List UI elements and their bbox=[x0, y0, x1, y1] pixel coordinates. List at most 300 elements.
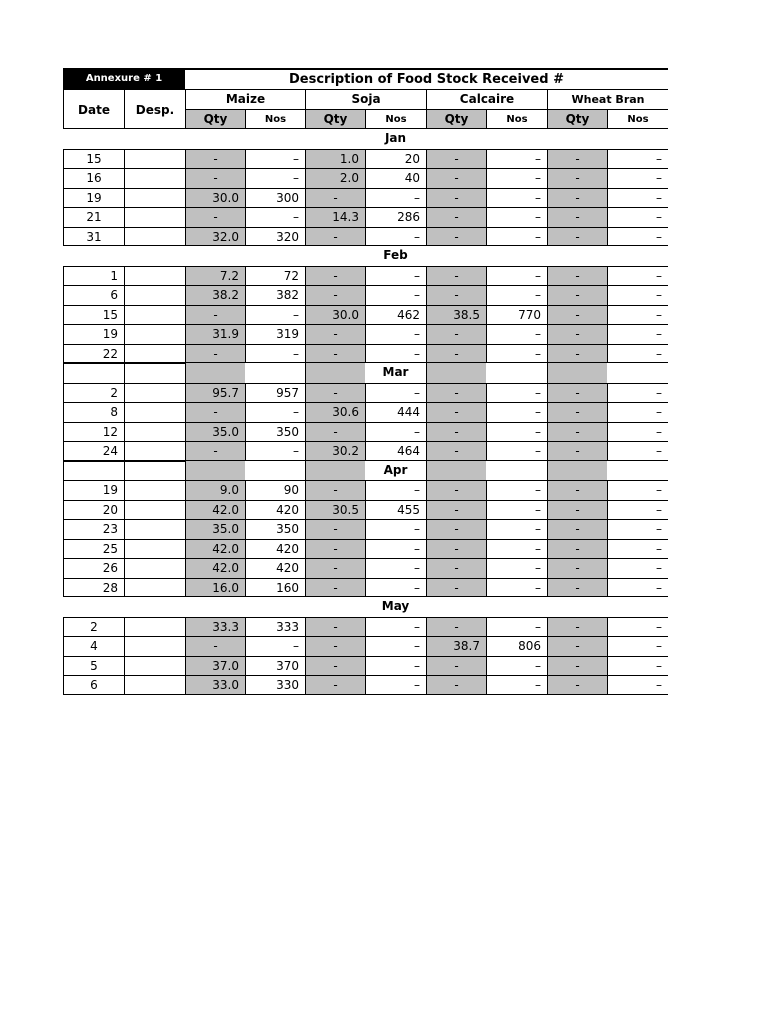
qty-cell: 33.0 bbox=[185, 675, 245, 695]
desp-cell bbox=[124, 539, 185, 559]
date-cell: 20 bbox=[63, 500, 124, 520]
qty-cell: - bbox=[547, 675, 607, 695]
month-row-filler bbox=[305, 461, 365, 481]
nos-cell: – bbox=[486, 558, 547, 578]
qty-cell: - bbox=[426, 207, 486, 227]
table-row bbox=[63, 422, 668, 442]
qty-cell: - bbox=[547, 402, 607, 422]
qty-cell: 38.7 bbox=[426, 636, 486, 656]
qty-cell: - bbox=[547, 344, 607, 364]
nos-cell: 320 bbox=[245, 227, 305, 247]
nos-cell: – bbox=[245, 168, 305, 188]
date-cell: 2 bbox=[63, 383, 124, 403]
nos-cell: – bbox=[486, 188, 547, 208]
annexure-label: Annexure # 1 bbox=[63, 68, 185, 89]
desp-header: Desp. bbox=[124, 89, 185, 129]
month-row-filler bbox=[63, 461, 124, 481]
nos-cell: – bbox=[607, 383, 668, 403]
qty-cell: - bbox=[426, 227, 486, 247]
qty-cell: 32.0 bbox=[185, 227, 245, 247]
nos-cell: – bbox=[365, 558, 426, 578]
nos-cell: 350 bbox=[245, 422, 305, 442]
nos-cell: 420 bbox=[245, 500, 305, 520]
nos-cell: – bbox=[365, 285, 426, 305]
qty-cell: - bbox=[547, 168, 607, 188]
date-cell: 26 bbox=[63, 558, 124, 578]
month-row-filler bbox=[305, 363, 365, 383]
date-cell: 1 bbox=[63, 266, 124, 286]
month-row-filler bbox=[547, 363, 607, 383]
nos-cell: – bbox=[486, 168, 547, 188]
qty-cell: - bbox=[426, 188, 486, 208]
qty-cell: - bbox=[426, 675, 486, 695]
qty-cell: - bbox=[426, 402, 486, 422]
nos-cell: – bbox=[486, 578, 547, 598]
qty-cell: - bbox=[426, 149, 486, 169]
header-row-columns bbox=[63, 89, 668, 129]
qty-cell: - bbox=[547, 441, 607, 461]
nos-cell: 40 bbox=[365, 168, 426, 188]
nos-cell: 957 bbox=[245, 383, 305, 403]
table-row bbox=[63, 656, 668, 676]
group-header-soja: Soja bbox=[305, 89, 426, 109]
qty-cell: - bbox=[547, 656, 607, 676]
qty-cell: 30.0 bbox=[305, 305, 365, 325]
qty-cell: - bbox=[547, 558, 607, 578]
qty-cell: - bbox=[426, 422, 486, 442]
desp-cell bbox=[124, 168, 185, 188]
table-row bbox=[63, 207, 668, 227]
month-row-filler bbox=[426, 461, 486, 481]
qty-cell: - bbox=[426, 578, 486, 598]
qty-cell: - bbox=[426, 383, 486, 403]
desp-cell bbox=[124, 636, 185, 656]
qty-cell: - bbox=[305, 324, 365, 344]
nos-cell: 286 bbox=[365, 207, 426, 227]
nos-cell: – bbox=[607, 324, 668, 344]
qty-cell: - bbox=[547, 578, 607, 598]
qty-cell: 30.0 bbox=[185, 188, 245, 208]
date-cell: 19 bbox=[63, 324, 124, 344]
qty-cell: 9.0 bbox=[185, 480, 245, 500]
nos-cell: – bbox=[607, 480, 668, 500]
qty-cell: - bbox=[185, 207, 245, 227]
date-cell: 5 bbox=[63, 656, 124, 676]
table-row bbox=[63, 324, 668, 344]
nos-cell: – bbox=[607, 207, 668, 227]
nos-cell: – bbox=[607, 305, 668, 325]
nos-cell: – bbox=[486, 285, 547, 305]
qty-cell: 42.0 bbox=[185, 558, 245, 578]
qty-cell: - bbox=[426, 266, 486, 286]
nos-cell: – bbox=[607, 402, 668, 422]
table-row bbox=[63, 168, 668, 188]
desp-cell bbox=[124, 500, 185, 520]
header-row-title bbox=[63, 68, 668, 89]
table-row bbox=[63, 480, 668, 500]
month-label: Mar bbox=[365, 363, 426, 383]
nos-cell: – bbox=[365, 675, 426, 695]
qty-cell: - bbox=[426, 168, 486, 188]
qty-cell: - bbox=[426, 656, 486, 676]
month-row-filler bbox=[547, 461, 607, 481]
table-row bbox=[63, 558, 668, 578]
qty-cell: - bbox=[547, 519, 607, 539]
nos-cell: – bbox=[607, 441, 668, 461]
nos-cell: 350 bbox=[245, 519, 305, 539]
qty-cell: - bbox=[426, 344, 486, 364]
nos-cell: – bbox=[365, 383, 426, 403]
nos-cell: – bbox=[245, 149, 305, 169]
nos-cell: 420 bbox=[245, 558, 305, 578]
calcaire-qty-header: Qty bbox=[426, 109, 486, 129]
nos-cell: – bbox=[607, 266, 668, 286]
table-row bbox=[63, 383, 668, 403]
nos-cell: – bbox=[486, 227, 547, 247]
desp-cell bbox=[124, 480, 185, 500]
qty-cell: - bbox=[426, 519, 486, 539]
calcaire-nos-header: Nos bbox=[486, 109, 547, 129]
nos-cell: – bbox=[607, 636, 668, 656]
qty-cell: - bbox=[547, 539, 607, 559]
nos-cell: – bbox=[486, 207, 547, 227]
month-label: May bbox=[381, 599, 410, 613]
qty-cell: - bbox=[305, 656, 365, 676]
nos-cell: 464 bbox=[365, 441, 426, 461]
nos-cell: – bbox=[245, 636, 305, 656]
nos-cell: – bbox=[245, 344, 305, 364]
nos-cell: – bbox=[607, 227, 668, 247]
date-cell: 4 bbox=[63, 636, 124, 656]
qty-cell: 7.2 bbox=[185, 266, 245, 286]
table-row bbox=[63, 500, 668, 520]
qty-cell: 42.0 bbox=[185, 539, 245, 559]
month-label: Feb bbox=[383, 248, 408, 262]
nos-cell: 72 bbox=[245, 266, 305, 286]
month-row-filler bbox=[63, 363, 124, 383]
table-row bbox=[63, 402, 668, 422]
nos-cell: – bbox=[607, 168, 668, 188]
nos-cell: – bbox=[486, 539, 547, 559]
qty-cell: - bbox=[305, 617, 365, 637]
qty-cell: - bbox=[185, 636, 245, 656]
nos-cell: – bbox=[486, 344, 547, 364]
table-row bbox=[63, 519, 668, 539]
nos-cell: – bbox=[365, 227, 426, 247]
qty-cell: - bbox=[185, 344, 245, 364]
table-row bbox=[63, 441, 668, 461]
month-row bbox=[63, 129, 668, 149]
table-row bbox=[63, 188, 668, 208]
table-row bbox=[63, 149, 668, 169]
qty-cell: 30.5 bbox=[305, 500, 365, 520]
nos-cell: 382 bbox=[245, 285, 305, 305]
nos-cell: – bbox=[486, 500, 547, 520]
desp-cell bbox=[124, 656, 185, 676]
desp-cell bbox=[124, 422, 185, 442]
nos-cell: – bbox=[607, 656, 668, 676]
date-cell: 22 bbox=[63, 344, 124, 364]
table-row bbox=[63, 636, 668, 656]
table-row bbox=[63, 344, 668, 364]
qty-cell: - bbox=[547, 480, 607, 500]
date-cell: 25 bbox=[63, 539, 124, 559]
qty-cell: 30.6 bbox=[305, 402, 365, 422]
nos-cell: – bbox=[486, 519, 547, 539]
desp-cell bbox=[124, 324, 185, 344]
qty-cell: - bbox=[547, 188, 607, 208]
maize-nos-header: Nos bbox=[245, 109, 305, 129]
nos-cell: – bbox=[365, 324, 426, 344]
qty-cell: - bbox=[426, 324, 486, 344]
maize-qty-header: Qty bbox=[185, 109, 245, 129]
nos-cell: – bbox=[245, 305, 305, 325]
nos-cell: – bbox=[607, 500, 668, 520]
month-row-filler bbox=[185, 461, 245, 481]
nos-cell: – bbox=[607, 578, 668, 598]
date-cell: 2 bbox=[63, 617, 124, 637]
qty-cell: - bbox=[185, 149, 245, 169]
wheat-bran-qty-header: Qty bbox=[547, 109, 607, 129]
qty-cell: - bbox=[305, 636, 365, 656]
nos-cell: – bbox=[607, 422, 668, 442]
nos-cell: – bbox=[365, 656, 426, 676]
nos-cell: 770 bbox=[486, 305, 547, 325]
nos-cell: 806 bbox=[486, 636, 547, 656]
qty-cell: - bbox=[305, 422, 365, 442]
nos-cell: – bbox=[486, 266, 547, 286]
nos-cell: 319 bbox=[245, 324, 305, 344]
qty-cell: - bbox=[547, 500, 607, 520]
qty-cell: - bbox=[305, 383, 365, 403]
nos-cell: – bbox=[365, 636, 426, 656]
qty-cell: 95.7 bbox=[185, 383, 245, 403]
date-cell: 15 bbox=[63, 149, 124, 169]
qty-cell: - bbox=[426, 617, 486, 637]
qty-cell: - bbox=[426, 480, 486, 500]
group-header-maize: Maize bbox=[185, 89, 305, 109]
qty-cell: - bbox=[426, 539, 486, 559]
qty-cell: - bbox=[547, 149, 607, 169]
nos-cell: 160 bbox=[245, 578, 305, 598]
table-row bbox=[63, 227, 668, 247]
nos-cell: – bbox=[486, 422, 547, 442]
month-row bbox=[63, 246, 668, 266]
nos-cell: – bbox=[365, 188, 426, 208]
nos-cell: 90 bbox=[245, 480, 305, 500]
date-cell: 28 bbox=[63, 578, 124, 598]
date-cell: 16 bbox=[63, 168, 124, 188]
qty-cell: 1.0 bbox=[305, 149, 365, 169]
nos-cell: – bbox=[607, 617, 668, 637]
desp-cell bbox=[124, 344, 185, 364]
month-row-filler bbox=[124, 461, 185, 481]
date-cell: 24 bbox=[63, 441, 124, 461]
nos-cell: – bbox=[365, 422, 426, 442]
nos-cell: – bbox=[607, 149, 668, 169]
qty-cell: - bbox=[305, 558, 365, 578]
nos-cell: – bbox=[365, 519, 426, 539]
qty-cell: - bbox=[547, 636, 607, 656]
nos-cell: – bbox=[245, 207, 305, 227]
nos-cell: – bbox=[365, 578, 426, 598]
qty-cell: - bbox=[547, 285, 607, 305]
qty-cell: - bbox=[547, 324, 607, 344]
table-row bbox=[63, 266, 668, 286]
date-header: Date bbox=[63, 89, 124, 129]
qty-cell: 37.0 bbox=[185, 656, 245, 676]
month-row-filler bbox=[185, 363, 245, 383]
month-row-filler bbox=[426, 363, 486, 383]
nos-cell: – bbox=[607, 285, 668, 305]
qty-cell: - bbox=[547, 617, 607, 637]
table-row bbox=[63, 285, 668, 305]
soja-nos-header: Nos bbox=[365, 109, 426, 129]
nos-cell: – bbox=[365, 266, 426, 286]
nos-cell: – bbox=[486, 617, 547, 637]
group-header-calcaire: Calcaire bbox=[426, 89, 547, 109]
qty-cell: - bbox=[305, 519, 365, 539]
nos-cell: 330 bbox=[245, 675, 305, 695]
desp-cell bbox=[124, 558, 185, 578]
qty-cell: - bbox=[547, 207, 607, 227]
desp-cell bbox=[124, 402, 185, 422]
qty-cell: 42.0 bbox=[185, 500, 245, 520]
soja-qty-header: Qty bbox=[305, 109, 365, 129]
nos-cell: – bbox=[486, 402, 547, 422]
nos-cell: – bbox=[486, 480, 547, 500]
wheat-bran-nos-header: Nos bbox=[607, 109, 668, 129]
qty-cell: - bbox=[185, 402, 245, 422]
nos-cell: – bbox=[245, 402, 305, 422]
date-cell: 8 bbox=[63, 402, 124, 422]
qty-cell: - bbox=[185, 168, 245, 188]
month-label: Apr bbox=[365, 461, 426, 481]
qty-cell: - bbox=[305, 675, 365, 695]
month-row bbox=[63, 461, 668, 481]
table-row bbox=[63, 539, 668, 559]
qty-cell: 33.3 bbox=[185, 617, 245, 637]
desp-cell bbox=[124, 383, 185, 403]
desp-cell bbox=[124, 188, 185, 208]
qty-cell: 16.0 bbox=[185, 578, 245, 598]
table-row bbox=[63, 578, 668, 598]
table-row bbox=[63, 675, 668, 695]
nos-cell: – bbox=[607, 519, 668, 539]
nos-cell: – bbox=[486, 675, 547, 695]
qty-cell: - bbox=[426, 441, 486, 461]
desp-cell bbox=[124, 441, 185, 461]
desp-cell bbox=[124, 285, 185, 305]
table-row bbox=[63, 305, 668, 325]
nos-cell: 444 bbox=[365, 402, 426, 422]
date-cell: 6 bbox=[63, 285, 124, 305]
qty-cell: - bbox=[305, 266, 365, 286]
desp-cell bbox=[124, 266, 185, 286]
qty-cell: 35.0 bbox=[185, 422, 245, 442]
nos-cell: – bbox=[365, 344, 426, 364]
qty-cell: 31.9 bbox=[185, 324, 245, 344]
qty-cell: 35.0 bbox=[185, 519, 245, 539]
nos-cell: – bbox=[607, 539, 668, 559]
table-row bbox=[63, 617, 668, 637]
food-stock-sheet bbox=[63, 68, 668, 695]
month-row-filler bbox=[124, 363, 185, 383]
nos-cell: – bbox=[486, 383, 547, 403]
qty-cell: - bbox=[185, 305, 245, 325]
sheet-title: Description of Food Stock Received # bbox=[185, 68, 668, 89]
qty-cell: 30.2 bbox=[305, 441, 365, 461]
nos-cell: 420 bbox=[245, 539, 305, 559]
qty-cell: - bbox=[547, 305, 607, 325]
qty-cell: - bbox=[547, 422, 607, 442]
nos-cell: – bbox=[486, 656, 547, 676]
nos-cell: – bbox=[365, 480, 426, 500]
qty-cell: - bbox=[305, 285, 365, 305]
qty-cell: - bbox=[305, 578, 365, 598]
qty-cell: - bbox=[185, 441, 245, 461]
desp-cell bbox=[124, 227, 185, 247]
qty-cell: - bbox=[305, 227, 365, 247]
qty-cell: 2.0 bbox=[305, 168, 365, 188]
date-cell: 6 bbox=[63, 675, 124, 695]
group-header-wheat-bran: Wheat Bran bbox=[547, 89, 668, 109]
nos-cell: – bbox=[607, 675, 668, 695]
qty-cell: - bbox=[426, 500, 486, 520]
date-cell: 12 bbox=[63, 422, 124, 442]
date-cell: 23 bbox=[63, 519, 124, 539]
qty-cell: - bbox=[305, 344, 365, 364]
desp-cell bbox=[124, 207, 185, 227]
date-cell: 15 bbox=[63, 305, 124, 325]
date-cell: 21 bbox=[63, 207, 124, 227]
nos-cell: 333 bbox=[245, 617, 305, 637]
desp-cell bbox=[124, 519, 185, 539]
nos-cell: – bbox=[607, 188, 668, 208]
stock-table-body bbox=[63, 129, 668, 695]
nos-cell: 300 bbox=[245, 188, 305, 208]
desp-cell bbox=[124, 675, 185, 695]
qty-cell: - bbox=[305, 480, 365, 500]
nos-cell: – bbox=[486, 441, 547, 461]
nos-cell: – bbox=[486, 324, 547, 344]
nos-cell: 455 bbox=[365, 500, 426, 520]
qty-cell: 14.3 bbox=[305, 207, 365, 227]
desp-cell bbox=[124, 578, 185, 598]
qty-cell: - bbox=[426, 558, 486, 578]
qty-cell: - bbox=[305, 539, 365, 559]
date-cell: 19 bbox=[63, 480, 124, 500]
nos-cell: – bbox=[245, 441, 305, 461]
qty-cell: - bbox=[426, 285, 486, 305]
nos-cell: – bbox=[607, 558, 668, 578]
qty-cell: 38.5 bbox=[426, 305, 486, 325]
nos-cell: 462 bbox=[365, 305, 426, 325]
desp-cell bbox=[124, 617, 185, 637]
nos-cell: – bbox=[607, 344, 668, 364]
desp-cell bbox=[124, 305, 185, 325]
qty-cell: - bbox=[305, 188, 365, 208]
nos-cell: – bbox=[365, 539, 426, 559]
nos-cell: – bbox=[365, 617, 426, 637]
qty-cell: - bbox=[547, 266, 607, 286]
nos-cell: 370 bbox=[245, 656, 305, 676]
month-row bbox=[63, 363, 668, 383]
desp-cell bbox=[124, 149, 185, 169]
month-label: Jan bbox=[384, 131, 407, 145]
nos-cell: 20 bbox=[365, 149, 426, 169]
qty-cell: - bbox=[547, 227, 607, 247]
